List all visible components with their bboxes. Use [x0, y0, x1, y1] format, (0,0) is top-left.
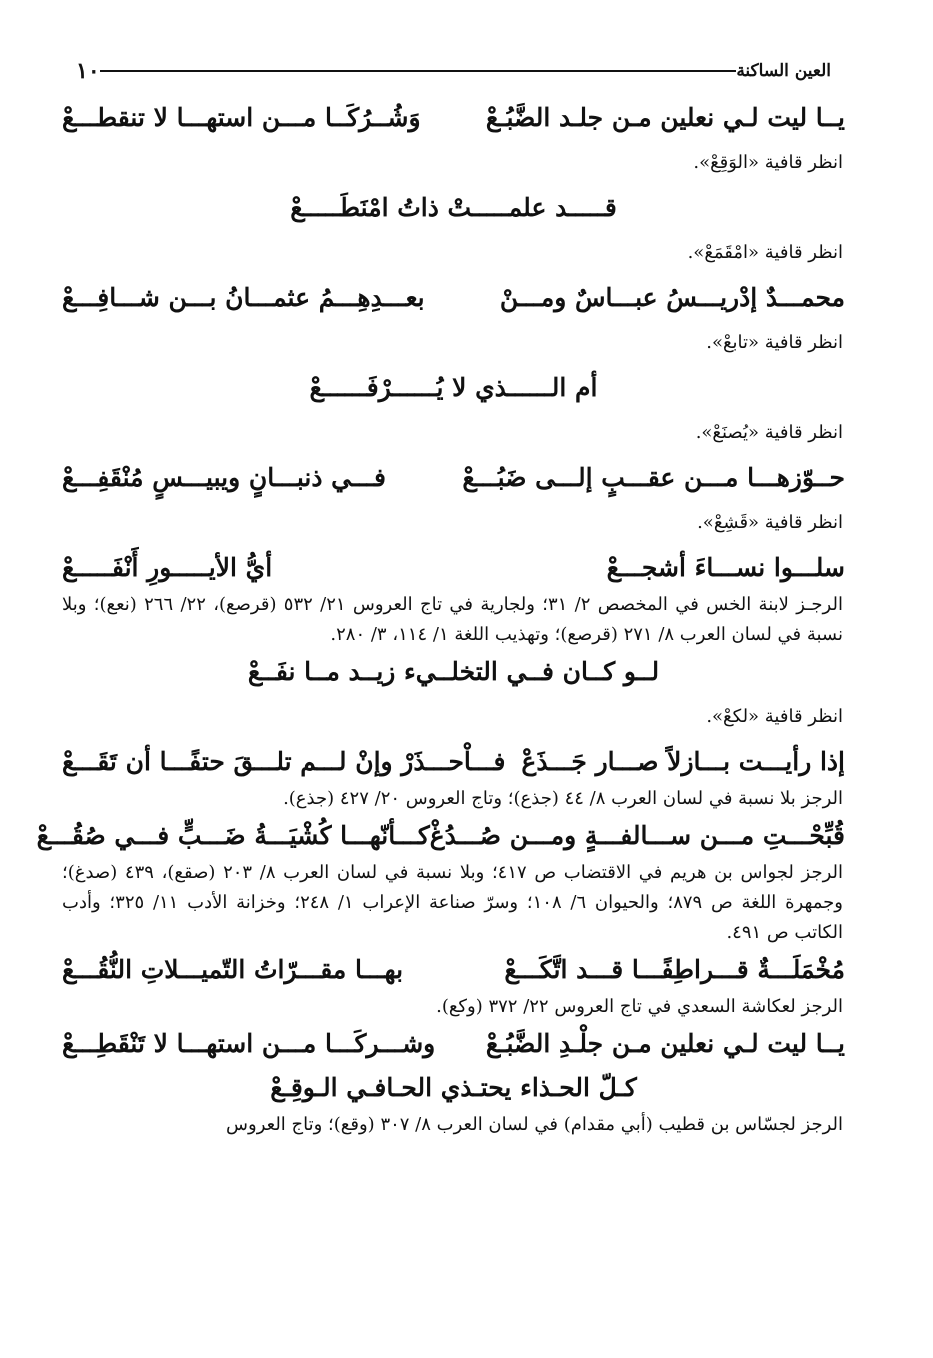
page-body [36, 96, 845, 1140]
verse-line-centered: كـلّ الحـذاء يحتـذي الحـافـي الـوقِـعْ [270, 1073, 637, 1102]
verse-line-centered: قـــــد علمـــــتْ ذاتُ امْنَطَـــــعْ [290, 193, 617, 222]
source-citation: الرجـز لابنة الخس في المخصص ٢/ ٣١؛ ولجارية في تاج العروس ٢١/ ٥٣٢ (قرصع)، ٢٢/ ٢٦٦ (نعع)؛ وبلا نسبة في لسان العرب ٨/ ٢٧١ (قرصع)؛ وتهذيب اللغة ١/ ١١٤، ٣/ ٢٨٠. [62, 594, 843, 645]
verse-second-hemistich: فـــاْحـــذَرْ وإنْ لـــم تلـــقَ حتفًـــا أن تَقَـــعْ [62, 747, 506, 776]
verse-line [62, 276, 845, 320]
verse-first-hemistich: محمـــدٌ إدْريـــسُ عبـــاسٌ ومـــنْ [499, 283, 845, 312]
verse-line [62, 1022, 845, 1066]
cross-reference-note: انظر قافية «قَشِعْ». [697, 512, 843, 533]
cross-reference-note: انظر قافية «يُصنَعْ». [695, 422, 843, 443]
cross-reference-note: انظر قافية «تابعْ». [706, 332, 843, 353]
cross-reference-note: انظر قافية «لكعْ». [706, 706, 843, 727]
verse-line [36, 814, 845, 858]
verse-second-hemistich: أيُّ الأيـــــورِ أَنْفَـــــعْ [62, 553, 273, 582]
header-rule [100, 70, 737, 72]
source-citation: الرجز لعكاشة السعدي في تاج العروس ٢٢/ ٣٧٢ (وكع). [436, 996, 843, 1017]
page-number: ١٠ [76, 58, 100, 84]
cross-reference-note: انظر قافية «الوَقِعْ». [693, 152, 843, 173]
verse-line [62, 456, 845, 500]
verse-first-hemistich: إذا رأيـــت بـــازلاً صـــار جَـــذَعْ [521, 747, 845, 776]
page-header [62, 56, 845, 86]
verse-second-hemistich: فـــي ذنبـــانٍ ويبيـــسٍ مُنْقَفِـــعْ [62, 463, 386, 492]
verse-second-hemistich: وشـــركَـــا مـــن استهـــا لا تَنْقَطِـــعْ [62, 1029, 436, 1058]
verse-line [62, 96, 845, 140]
verse-line-centered: لــو كــان فــي التخلــيء زيــد مــا نفَــعْ [247, 657, 660, 686]
source-citation: الرجز لجواس بن هريم في الاقتضاب ص ٤١٧؛ وبلا نسبة في لسان العرب ٨/ ٢٠٣ (صقع)، ٤٣٩ (صدغ)؛ وجمهرة اللغة ص ٨٧٩؛ والحيوان ٦/ ١٠٨؛ وسرّ صناعة الإعراب ١/ ٢٤٨؛ وخزانة الأدب ١١/ ٣٢٥؛ وأدب الكاتب ص ٤٩١. [62, 862, 843, 943]
running-title: العين الساكنة [736, 61, 831, 81]
verse-line [62, 740, 845, 784]
verse-line [62, 948, 845, 992]
verse-second-hemistich: بهـــا مقـــرّاتُ التّميـــلاتِ النُّقُـــعْ [62, 955, 404, 984]
verse-first-hemistich: سلـــوا نســـاءَ أشجـــعْ [606, 553, 845, 582]
cross-reference-note: انظر قافية «امْقَمَعْ». [687, 242, 843, 263]
verse-first-hemistich: يــا ليت لـي نعلين مـن جلـد الضَّبُـعْ [485, 103, 845, 132]
verse-first-hemistich: مُخْمَلَـــةٌ قـــراطِفًـــا قـــد اتَّكَـــعْ [504, 955, 845, 984]
verse-line-centered: أم الــــــذي لا يُــــــرْفَــــــعْ [309, 373, 598, 402]
verse-first-hemistich: حــوّزهـــا مـــن عقـــبٍ إلـــى ضَبُـــعْ [462, 463, 845, 492]
source-citation: الرجز بلا نسبة في لسان العرب ٨/ ٤٤ (جذع)؛ وتاج العروس ٢٠/ ٤٢٧ (جذع). [283, 788, 843, 809]
verse-line [62, 546, 845, 590]
verse-second-hemistich: وَشُــرُكَــا مـــن استهـــا لا تنقطـــعْ [62, 103, 421, 132]
source-citation: الرجز لجسّاس بن قطيب (أبي مقدام) في لسان العرب ٨/ ٣٠٧ (وقع)؛ وتاج العروس [226, 1114, 843, 1135]
verse-first-hemistich: يــا ليت لـي نعلين مـن جلْـدِ الضَّبُـعْ [485, 1029, 845, 1058]
verse-first-hemistich: قُبِّحْـــتِ مـــن ســـالفـــةٍ ومـــن صُـــدُغْ [429, 821, 845, 850]
verse-second-hemistich: بعـــدِهِـــمُ عثمـــانُ بـــن شـــافِـــعْ [62, 283, 425, 312]
verse-second-hemistich: كـــأنّهـــا كُشْيَـــةُ ضَـــبٍّ فـــي صُقُـــعْ [36, 821, 430, 850]
